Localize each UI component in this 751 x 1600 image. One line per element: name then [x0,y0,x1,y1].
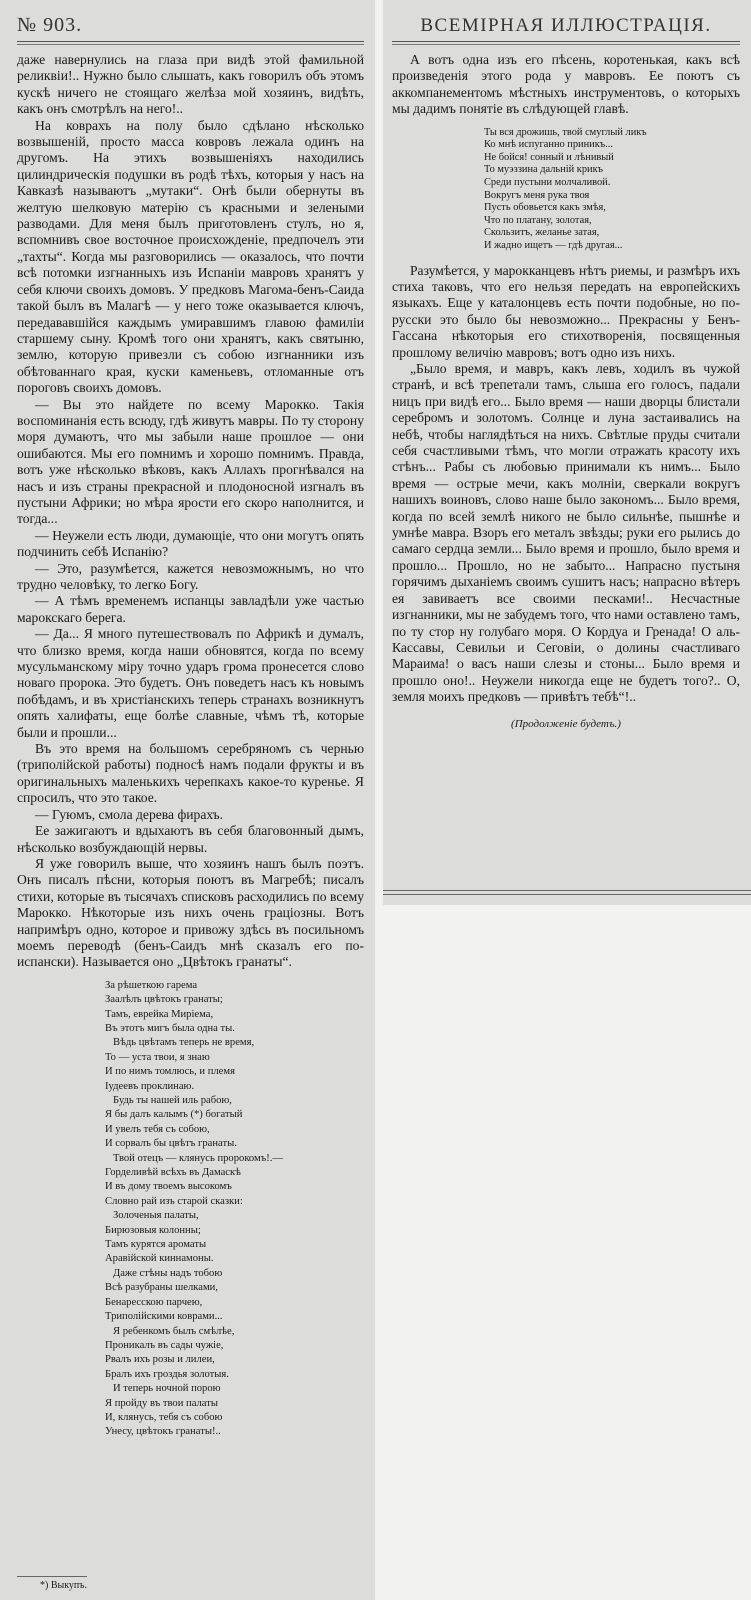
poem-line: Тамъ курятся ароматы [105,1239,207,1251]
poem-line: И увелъ тебя съ собою, [105,1123,210,1135]
paragraph: — Это, разумѣется, кажется невозможнымъ, но что трудно человѣку, то легко Богу. [17,560,364,592]
poem-line: Я ребенкомъ былъ смѣлѣе, [113,1325,235,1337]
poem-line: Аравійской киннамоны. [105,1253,214,1265]
footnote-rule [17,1576,87,1577]
poem-line: Скользитъ, желанье затая, [484,227,600,239]
poem-line: Среди пустыни молчаливой. [484,177,611,188]
paragraph: „Было время, и мавръ, какъ левъ, ходилъ въ чужой странѣ, и всѣ трепетали тамъ, слыша его голосъ, падали ницъ при видѣ его... Было время — наши дворцы блистали серебромъ и золотомъ. Солнце и луна застаивались на небѣ, чтобы наглядѣться на нихъ. Свѣтлые пруды считали себя счастливыми тѣмъ, что могли отражать красоту ихъ стѣнъ... Рабы съ любовью принимали къ нимъ... Было время — острые мечи, какъ молніи, сверкали вокругъ нашихъ воиновъ, слово наше было закономъ... Было время, когда по всей землѣ никого не было сильнѣе, пышнѣе и умнѣе мавра. Взоръ его металъ звѣзды; руки его рылись до самаго сердца земли... Было время и прошло, было время и прошло... Прошло, но не забыто... Напрасно пустыня горячимъ дыханіемъ своимъ сушитъ насъ; напрасно вѣтеръ ея завиваетъ все своими песками!.. Несчастные изгнанники, мы не забудемъ того, что нами оставлено тамъ, по ту стор ну голубаго моря. О Кордуа и Гренада! О аль-Кассавы, Севильи и Сеговіи, о долины счастливаго Мараима! о васъ наши слезы и стоны... Было время и прошло оно!.. Неужели никогда еще не будетъ того?.. О, земля моихъ предковъ — привѣтъ тебѣ“!.. [392,361,740,705]
right-column [383,0,751,905]
right-prose-continued [392,263,740,706]
poem-line: Словно рай изъ старой сказки: [105,1195,243,1207]
paragraph: А вотъ одна изъ его пѣсень, коротенькая, какъ всѣ произведенія этого рода у мавровъ. Ее поютъ съ аккомпанементомъ мѣстныхъ инструментовъ, о которыхъ мы дадимъ понятіе въ слѣдующей главѣ. [392,52,740,117]
journal-title-header [392,0,740,42]
poem-line: Ко мнѣ испуганно приникъ... [484,139,613,151]
poem-line: И сорвалъ бы цвѣтъ гранаты. [105,1138,237,1150]
poem-line: Золоченыя палаты, [113,1210,199,1222]
poem-song [392,127,740,253]
poem-line: И по нимъ томлюсь, и племя [105,1066,235,1078]
footnote: *) Выкупъ. [40,1580,87,1591]
poem-line: И въ дому твоемъ высокомъ [105,1181,232,1193]
poem-line: Вокругъ меня рука твоя [484,189,590,201]
paragraph: — Гуюмъ, смола дерева фирахъ. [35,806,224,822]
poem-line: Тамъ, еврейка Миріема, [105,1008,214,1020]
paragraph: — А тѣмъ временемъ испанцы завладѣли уже частью марокскаго берега. [17,593,364,625]
poem-line: То — уста твои, я знаю [105,1051,210,1063]
page-number-header [17,0,364,42]
poem-line: Горделивѣй всѣхъ въ Дамаскѣ [105,1167,241,1179]
poem-line: Проникалъ въ сады чужіе, [105,1339,224,1351]
poem-line: Бралъ ихъ гроздья золотыя. [105,1368,229,1380]
poem-line: Я бы далъ калымъ (*) богатый [105,1109,243,1121]
page-number: № 903. [17,14,83,36]
poem-line: Пусть обовьется какъ змѣя, [484,202,606,214]
poem-line: Унесу, цвѣтокъ гранаты!.. [105,1426,221,1438]
paragraph: Ее зажигаютъ и вдыхаютъ въ себя благовонный дымъ, нѣсколько возбуждающій нервы. [17,823,364,855]
end-rule [383,894,751,895]
paragraph: Я уже говорилъ выше, что хозяинъ нашъ былъ поэтъ. Онъ писалъ пѣсни, которыя поютъ въ Магребѣ; писалъ стихи, которые въ тысячахъ списковъ расходились по всему Марокко. Нѣкоторые изъ нихъ очень граціозны. Вотъ напримѣръ одно, которое и привожу здѣсь въ посильномъ моемъ переводѣ (бенъ-Саидъ мнѣ сказалъ его по-испански). Называется оно „Цвѣтокъ гранаты“. [17,855,364,970]
poem-line: Не бойся! сонный и лѣнивый [484,151,614,163]
poem-line: Заалѣлъ цвѣтокъ гранаты; [105,994,223,1006]
poem-line: Что по платану, золотая, [484,214,592,226]
paragraph: — Вы это найдете по всему Марокко. Такія воспоминанія есть всюду, гдѣ живутъ мавры. По ту сторону моря думаютъ, что мы забыли наше прошлое — они ошибаются. Мы его помнимъ и хорошо помнимъ. Правда, вотъ уже нѣсколько вѣковъ, какъ Аллахъ прогнѣвался на насъ и изъ страны прекрасной и плодоносной изгналъ въ пустыни Африки; но мѣра ярости его скоро наполнится, и тогда... [17,396,364,527]
poem-line: Триполійскими коврами... [105,1311,223,1323]
left-column [0,0,375,1600]
poem-line: И жадно ищетъ — гдѣ другая... [484,239,623,251]
poem-line: Вѣдь цвѣтамъ теперь не время, [113,1037,255,1049]
poem-line: Даже стѣны надъ тобою [113,1267,223,1279]
poem-line: То муэззина дальній крикъ [484,164,603,176]
poem-line: Будь ты нашей иль рабою, [113,1095,232,1106]
poem-line: Рвалъ ихъ розы и лилеи, [105,1354,215,1366]
poem-line: Бенаресскою парчею, [105,1296,203,1308]
journal-title: ВСЕМІРНАЯ ИЛЛЮСТРАЦІЯ. [420,15,712,36]
header-rule [17,44,364,45]
end-rule [383,890,751,891]
paragraph: — Неужели есть люди, думающіе, что они могутъ опять подчинить себѣ Испанію? [17,527,364,560]
poem-line: Твой отецъ — клянусь пророкомъ!.— [113,1152,283,1164]
poem-line: Іудеевъ проклинаю. [105,1080,195,1092]
poem-line: Бирюзовыя колонны; [105,1224,201,1236]
poem-line: Въ этотъ мигъ была одна ты. [105,1022,235,1034]
poem-line: И теперь ночной порою [113,1383,221,1395]
left-prose [17,52,364,971]
poem-line: Ты вся дрожишь, твой смуглый ликъ [484,126,647,138]
paragraph: — Да... Я много путешествовалъ по Африкѣ и думалъ, что близко время, когда наши обновятся, когда по всему мусульманскому міру точно ударъ грома пронесется слово новаго пророка. Это будетъ. Онъ поведетъ насъ къ новымъ побѣдамъ, и въ христіанскихъ теперь странахъ возникнутъ опять халифаты, еще болѣе славные, чѣмъ тѣ, которые были и прошли... [17,626,364,740]
right-prose [392,52,740,118]
paragraph: даже навернулись на глаза при видѣ этой фамильной реликвіи!.. Нужно было слышать, какъ говорилъ объ этомъ кускѣ ничего не стоящаго желѣза мой хозяинъ, видѣть, какъ онъ смотрѣлъ на него!.. [17,52,364,117]
header-rule [392,44,740,45]
poem-line: Я пройду въ твои палаты [105,1397,218,1409]
paragraph: Въ это время на большомъ серебряномъ съ чернью (триполійской работы) подносѣ намъ подали фрукты и въ оригинальныхъ маленькихъ черепкахъ какое-то куренье. Я спросилъ, что это такое. [17,741,364,806]
poem-line: За рѣшеткою гарема [105,979,198,991]
paragraph: На коврахъ на полу было сдѣлано нѣсколько возвышеній, просто масса ковровъ лежала одинъ на другомъ. На этихъ возвышеніяхъ находились цилиндрическія подушки въ родѣ тѣхъ, которыя у насъ на Кавказѣ называютъ „мутаки“. Онѣ были обернуты въ желтую шелковую матерію съ красными и зелеными разводами. Для меня былъ приготовленъ стулъ, но я, вспомнивъ свое восточное происхожденіе, предпочелъ эти „тахты“. Когда мы разговорились — оказалось, что почти всѣ потомки изгнанныхъ изъ Испаніи мавровъ хранятъ у себя ключи своихъ домовъ. У предковъ Магома-бенъ-Саида такой былъ въ Малагѣ — у него тоже оказывается ключъ, передававшійся каждымъ умиравшимъ главою фамиліи старшему сыну. Кромѣ того они хранятъ, какъ святыню, землю, которую привезли съ собою изгнанники изъ обѣтованнаго края, куски каменьевъ, отломанные отъ пороговъ своихъ домовъ. [17,117,364,396]
continuation-note: (Продолженіе будетъ.) [511,717,621,730]
poem-line: И, клянусь, тебя съ собою [105,1411,223,1423]
paragraph: Разумѣется, у марокканцевъ нѣтъ риемы, и размѣръ ихъ стиха таковъ, что его нельзя передать на европейскихъ языкахъ. Еще у каталонцевъ есть почти подобные, но по-русски это было бы невозможно... Прекрасны у Бенъ-Гассана нѣкоторыя его стихотворенія, посвященныя прошлому величію мавровъ; вотъ одно изъ нихъ. [392,262,740,360]
poem-line: Всѣ разубраны шелками, [105,1282,218,1294]
poem-pomegranate-flower [17,979,364,1440]
